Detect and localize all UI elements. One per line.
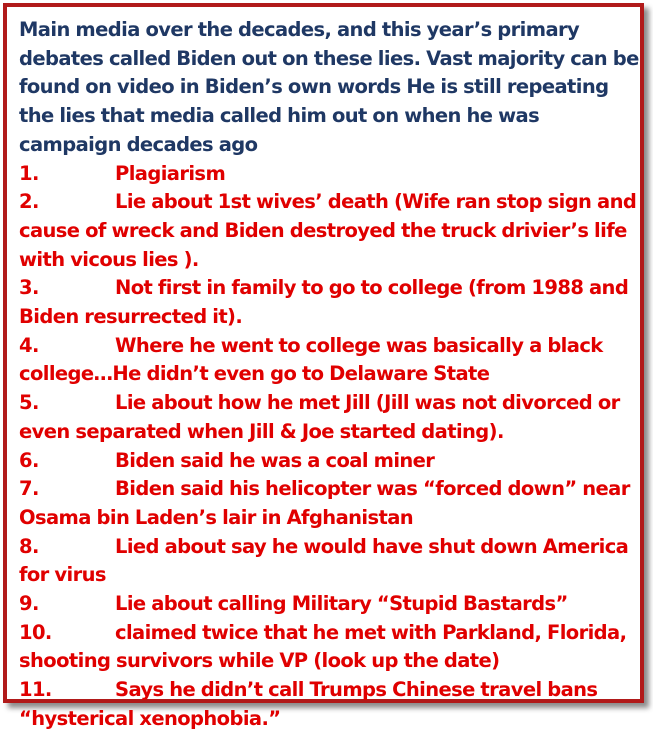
- item-text: Not first in family to go to college (from 1988 and Biden resurrected it).: [19, 276, 629, 329]
- item-text: Lie about 1st wives’ death (Wife ran stop sign and cause of wreck and Biden destroyed the truck drivier’s life with vicous lies ).: [19, 190, 637, 271]
- list-item: [19, 619, 639, 676]
- list-item: [19, 188, 639, 274]
- list-item: [19, 332, 639, 389]
- list-item: [19, 590, 639, 619]
- list-item: [19, 676, 639, 733]
- item-number: 10.: [19, 620, 52, 644]
- list-item: [19, 533, 639, 590]
- text-content: [19, 16, 639, 734]
- item-number: 6.: [19, 448, 39, 472]
- item-number: 11.: [19, 678, 52, 702]
- text-box-frame: [3, 3, 644, 730]
- item-text: Biden said he was a coal miner: [115, 448, 435, 472]
- item-text: Where he went to college was basically a black college…He didn’t even go to Delaware State: [19, 333, 603, 386]
- item-number: 5.: [19, 391, 39, 415]
- list-item: [19, 389, 639, 446]
- list-item: [19, 475, 639, 532]
- item-number: 9.: [19, 592, 39, 616]
- item-text: claimed twice that he met with Parkland, Florida, shooting survivors while VP (look up the date): [19, 620, 627, 673]
- item-number: 2.: [19, 190, 39, 214]
- item-text: Says he didn’t call Trumps Chinese travel bans “hysterical xenophobia.”: [19, 678, 598, 730]
- item-text: Lied about say he would have shut down America for virus: [19, 534, 629, 587]
- item-text: Plagiarism: [115, 161, 226, 185]
- item-text: Lie about calling Military “Stupid Bastards”: [115, 592, 568, 616]
- item-number: 7.: [19, 477, 39, 501]
- item-number: 4.: [19, 333, 39, 357]
- item-number: 3.: [19, 276, 39, 300]
- item-number: 8.: [19, 534, 39, 558]
- lies-list: [19, 160, 639, 734]
- list-item: [19, 160, 639, 189]
- list-item: [19, 274, 639, 331]
- item-text: Biden said his helicopter was “forced down” near Osama bin Laden’s lair in Afghanistan: [19, 477, 630, 529]
- list-item: [19, 447, 639, 476]
- intro-paragraph: Main media over the decades, and this year’s primary debates called Biden out on these lies. Vast majority can be found on video in Biden’s own words He is still repeating the lies that media called him out on when he was campaign decades ago: [19, 18, 639, 156]
- item-number: 1.: [19, 161, 39, 185]
- item-text: Lie about how he met Jill (Jill was not divorced or even separated when Jill & Joe started dating).: [19, 391, 620, 443]
